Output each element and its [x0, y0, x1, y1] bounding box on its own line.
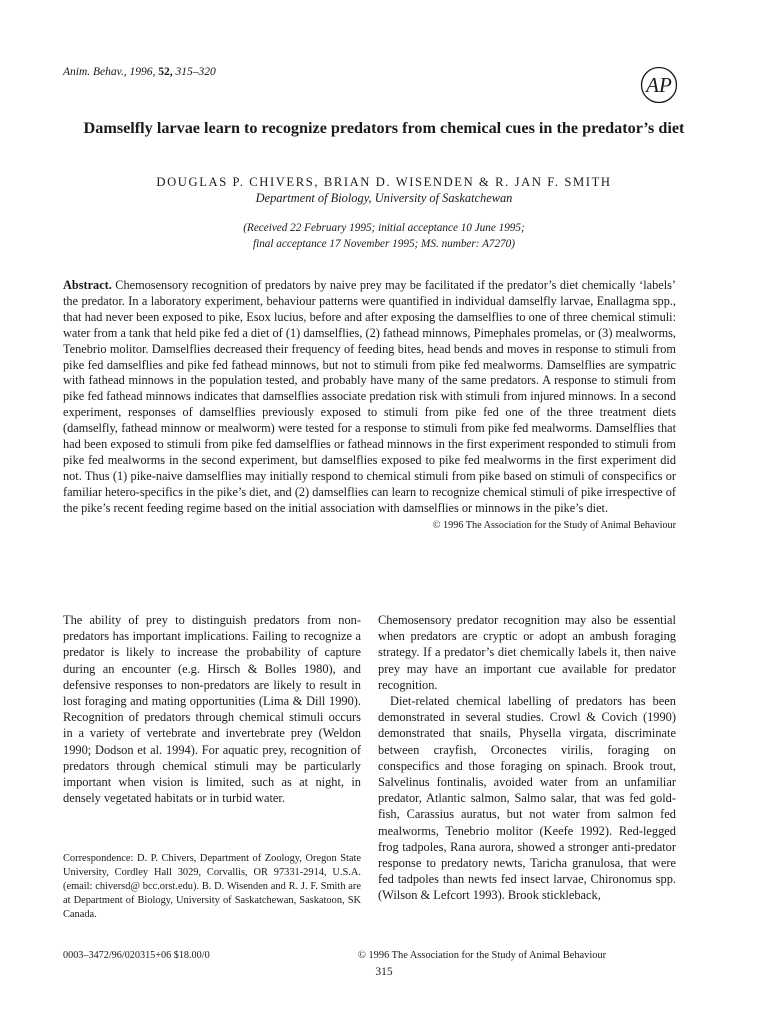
ap-publisher-logo-icon — [640, 66, 678, 104]
journal-pages: 315–320 — [172, 66, 216, 78]
received-line-2: final acceptance 17 November 1995; MS. number: A7270) — [252, 237, 515, 250]
received-line-1: (Received 22 February 1995; initial acceptance 10 June 1995; — [243, 222, 525, 234]
body-paragraph: Chemosensory predator recognition may also be essential when predators are cryptic or adopt an ambush foraging strategy. If a predator’s diet chemically labels it, then naive prey may have an important cue available for predator recognition. — [378, 613, 676, 692]
logo-text: AP — [646, 73, 672, 97]
body-column-left — [63, 612, 361, 806]
received-dates — [63, 221, 705, 252]
page-number: 315 — [375, 966, 393, 978]
journal-abbrev: Anim. Behav. — [63, 66, 124, 78]
journal-volume: 52, — [158, 66, 173, 78]
abstract-body: Chemosensory recognition of predators by naive prey may be facilitated if the predator’s diet chemically ‘labels’ the predator. In a laboratory experiment, behaviour patterns were quantified in individual damselfly larvae, Enallagma spp., that had never been exposed to pike, Esox lucius, before and after exposing the damselflies to one of three chemical stimuli: water from a tank that held pike fed a diet of (1) damselflies, (2) fathead minnows, Pimephales promelas, or (3) mealworms, Tenebrio molitor. Damselflies decreased their frequency of feeding bites, head bends and moves in response to stimuli from pike fed damselflies and pike fed fathead minnows, but not to stimuli from pike fed mealworms. Damselflies are sympatric with fathead minnows in the population tested, and probably have many of the same predators. A response to stimuli from pike fed fathead minnows indicates that damselflies associate predation risk with stimuli from injured minnows. In a second experiment, responses of damselflies previously exposed to stimuli from pike fed one of the three treatment diets (damselfly, fathead minnow or mealworm) were tested for a response to stimuli from pike fed mealworms. Damselflies that had been exposed to stimuli from pike fed damselflies or fathead minnows in the first experiment responded to stimuli from pike fed mealworms in the second experiment, but damselflies exposed to pike fed mealworms in the first experiment did not. Thus (1) pike-naive damselflies may initially respond to chemical stimuli from pike based on stimuli of conspecifics or familiar hetero-specifics in the pike’s diet, and (2) damselflies can learn to recognize chemical stimuli of pike irrespective of the pike’s recent feeding regime based on the initial association with damselflies or minnows in the pike’s diet. — [63, 278, 676, 515]
body-paragraph: Diet-related chemical labelling of predators has been demonstrated in several studies. Crowl & Covich (1990) demonstrated that snails, Physella virgata, discriminate between crayfish, Orconectes virilis, foraging on conspecifics and those foraging on spinach. Brook trout, Salvelinus fontinalis, avoided water from an unfamiliar predator, Atlantic salmon, Salmo salar, that was fed gold-fish, Carassius auratus, but not water from salmon fed mealworms, Tenebrio molitor (Keefe 1992). Red-legged frog tadpoles, Rana aurora, showed a stronger anti-predator response to predatory newts, Taricha granulosa, that were fed tadpoles than newts fed insect larvae, Chironomus spp. (Wilson & Lefcort 1993). Brook stickleback, — [378, 694, 676, 903]
abstract-copyright: © 1996 The Association for the Study of Animal Behaviour — [432, 519, 676, 531]
abstract — [63, 278, 676, 534]
author-affiliation: Department of Biology, University of Saskatchewan — [255, 191, 513, 205]
body-column-right — [378, 612, 676, 904]
footer-copyright: © 1996 The Association for the Study of Animal Behaviour — [358, 950, 607, 961]
journal-year: , 1996, — [123, 66, 159, 78]
article-code: 0003–3472/96/020315+06 $18.00/0 — [63, 950, 210, 961]
correspondence-footnote: Correspondence: D. P. Chivers, Department of Zoology, Oregon State University, Cordley Hall 3029, Corvallis, OR 97331-2914, U.S.A. (email: chiversd@ bcc.orst.edu). B. D. Wisenden and R. J. F. Smith are at Department of Biology, University of Saskatchewan, Saskatoon, SK Canada. — [63, 853, 361, 921]
abstract-label: Abstract. — [63, 278, 112, 292]
author-list: DOUGLAS P. CHIVERS, BRIAN D. WISENDEN & R. JAN F. SMITH — [156, 175, 612, 189]
article-title: Damselfly larvae learn to recognize predators from chemical cues in the predator’s diet — [83, 119, 685, 137]
body-paragraph: The ability of prey to distinguish predators from non-predators has important implications. Failing to recognize a predator is likely to increase the probability of capture during an encounter (e.g. Hirsch & Bolles 1980), and defensive responses to non-predators are likely to result in lost foraging and mating opportunities (Lima & Dill 1990). Recognition of predators through chemical stimuli occurs in a variety of vertebrate and invertebrate prey (Weldon 1990; Dodson et al. 1994). For aquatic prey, recognition of predators through chemical stimuli may be particularly important when vision is limited, such as at night, in densely vegetated habitats or in turbid water. — [63, 613, 361, 806]
journal-citation — [63, 66, 216, 78]
